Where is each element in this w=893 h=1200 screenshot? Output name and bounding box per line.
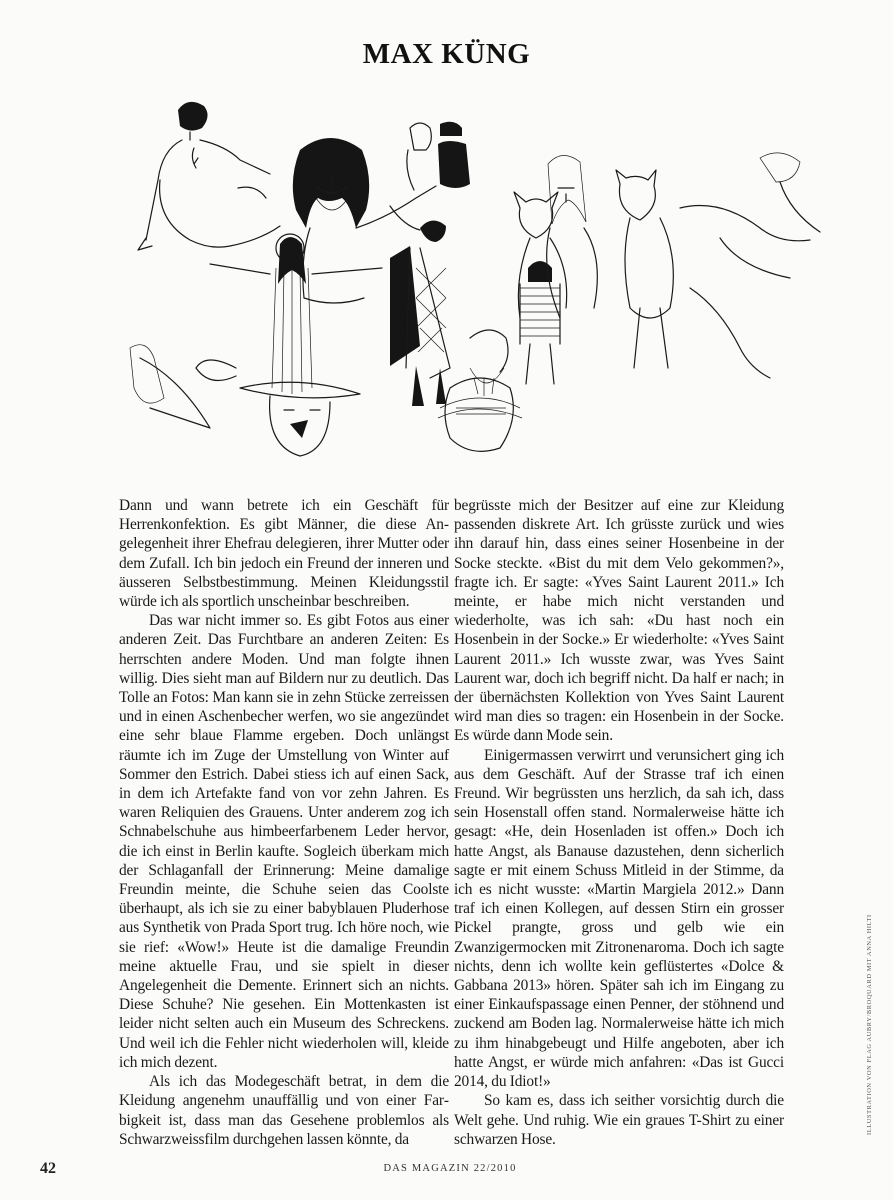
article-paragraph: So kam es, dass ich seither vorsichtig durch die Welt gehe. Und ruhig. Wie ein graues T-Shirt zu einer schwarzen Hose. xyxy=(454,1092,784,1148)
long-hair-figure-right-drawing xyxy=(547,155,598,318)
article-paragraph: Als ich das Modegeschäft betrat, in dem die Kleidung angenehm unauffällig und von einer Farbigkeit ist, dass man das Gesehene problemlos als Schwarzweissfilm durchgehen lassen könnte, da xyxy=(119,1073,449,1148)
face-with-hat-drawing xyxy=(240,382,360,456)
article-author-title: MAX KÜNG xyxy=(362,38,531,70)
article-paragraph: Einigermassen verwirrt und verunsichert ging ich aus dem Geschäft. Auf der Strasse traf ich einen Freund. Wir begrüssten uns herzlich, da sah ich, dass sein Hosenstall offen stand. Normalerweise hätte ich gesagt: «He, dein Hosenladen ist offen.» Doch ich hatte Angst, als Banause dazustehen, denn sicherlich sagte er mit einem Schuss Mitleid in der Stimme, da ich es nicht wusste: «Martin Margiela 2012.» Dann traf ich einen Kollegen, auf dessen Stirn ein grosser Pickel prangte, gross und gelb wie ein Zwanzigermocken mit Zitronenaroma. Doch ich sagte nichts, denn ich wollte kein geflüstertes «Dolce & Gabbana 2013» hören. Später sah ich im Eingang zu einer Einkaufspassage einen Penner, der stöhnend und zuckend am Boden lag. Normalerweise hätte ich mich zu ihm hinabgebeugt und Hilfe angeboten, aber ich hatte Angst, er würde mich anfahren: «Das ist Gucci 2014, du Idiot!» xyxy=(454,746,784,1091)
article-paragraph: Das war nicht immer so. Es gibt Fotos aus einer anderen Zeit. Das Furchtbare an anderen Zeiten: Es herrschten andere Moden. Und man folgte ihnen willig. Dies sieht man auf Bildern nur zu deutlich. Das Tolle an Fotos: Man kann sie in zehn Stücke zerreissen und in einen Aschenbecher werfen, wo sie angezündet eine sehr blaue Flamme ergeben. Doch unlängst räumte ich im Zuge der Umstellung von Winter auf Sommer den Estrich. Dabei stiess ich auf einen Sack, in dem ich Artefakte fand von vor zehn Jahren. Es waren Reliquien des Grauens. Unter anderem zog ich Schnabelschuhe aus himbeerfarbenem Leder hervor, die ich einst in Berlin kaufte. Sogleich überkam mich der Schlaganfall der Erinnerung: Meine damalige Freundin meinte, die Schuhe seien das Coolste überhaupt, als ich sie zu einer babyblauen Pluderhose aus Synthetik von Prada Sport trug. Ich höre noch, wie sie rief: «Wow!» Heute ist die damalige Freundin meine aktuelle Frau, und sie spielt in dieser Angelegenheit die Demente. Erinnert sich an nichts. Diese Schuhe? Nie gesehen. Ein Mottenkasten ist leider nicht selten auch ein Museum des Schreckens. Und weil ich die Fehler nicht wiederholen will, kleide ich mich dezent. xyxy=(119,612,449,1071)
seated-figure-with-glasses-drawing xyxy=(138,102,280,250)
article-paragraph: begrüsste mich der Besitzer auf eine zur Kleidung passenden diskrete Art. Ich grüsste zurück und wies ihn darauf hin, dass eines seiner Hosenbeine in der Socke steckte. «Bist du mit dem Velo gekommen?», fragte ich. Er sagte: «Yves Saint Laurent 2011.» Ich meinte, er habe mich nicht verstanden und wiederholte, was ich sah: «Du hast noch ein Hosenbein in der Socke.» Er wiederholte: «Yves Saint Laurent 2011.» Ich wusste zwar, was Yves Saint Laurent war, doch ich begriff nicht. Da half er nach; in der übernächsten Kollektion von Yves Saint Laurent wird man dies so tragen: ein Hosenbein in der Socke. Es würde dann Mode sein. xyxy=(454,497,784,745)
bandaged-head-drawing xyxy=(445,378,513,451)
article-column-right xyxy=(454,496,784,1149)
illustration-credit: ILLUSTRATION VON FLAG AUBRY/BROQUARD MIT ANNA HILTI xyxy=(866,914,873,1135)
article-column-left xyxy=(119,496,449,1149)
robed-figure-with-halo-drawing xyxy=(196,234,382,394)
reclining-figure-left-drawing xyxy=(130,345,210,428)
fashion-crowd-illustration xyxy=(120,88,840,473)
bearded-long-hair-figure-drawing xyxy=(293,122,470,303)
page-number: 42 xyxy=(40,1160,56,1177)
magazine-issue-footer: DAS MAGAZIN 22/2010 xyxy=(383,1163,517,1174)
striped-shirt-figure-drawing xyxy=(520,261,560,384)
bald-bearded-man-drawing xyxy=(438,330,522,418)
reclining-figure-right-drawing xyxy=(680,153,820,378)
article-paragraph: Dann und wann betrete ich ein Geschäft für Herrenkonfektion. Es gibt Männer, die diese Angelegenheit ihrer Ehefrau delegieren, ihrer Mutter oder dem Zufall. Ich bin jedoch ein Freund der inneren und äusseren Selbstbestimmung. Meinen Kleidungsstil würde ich als sportlich unscheinbar beschreiben. xyxy=(119,497,449,611)
plaid-suit-figure-drawing xyxy=(390,220,450,406)
